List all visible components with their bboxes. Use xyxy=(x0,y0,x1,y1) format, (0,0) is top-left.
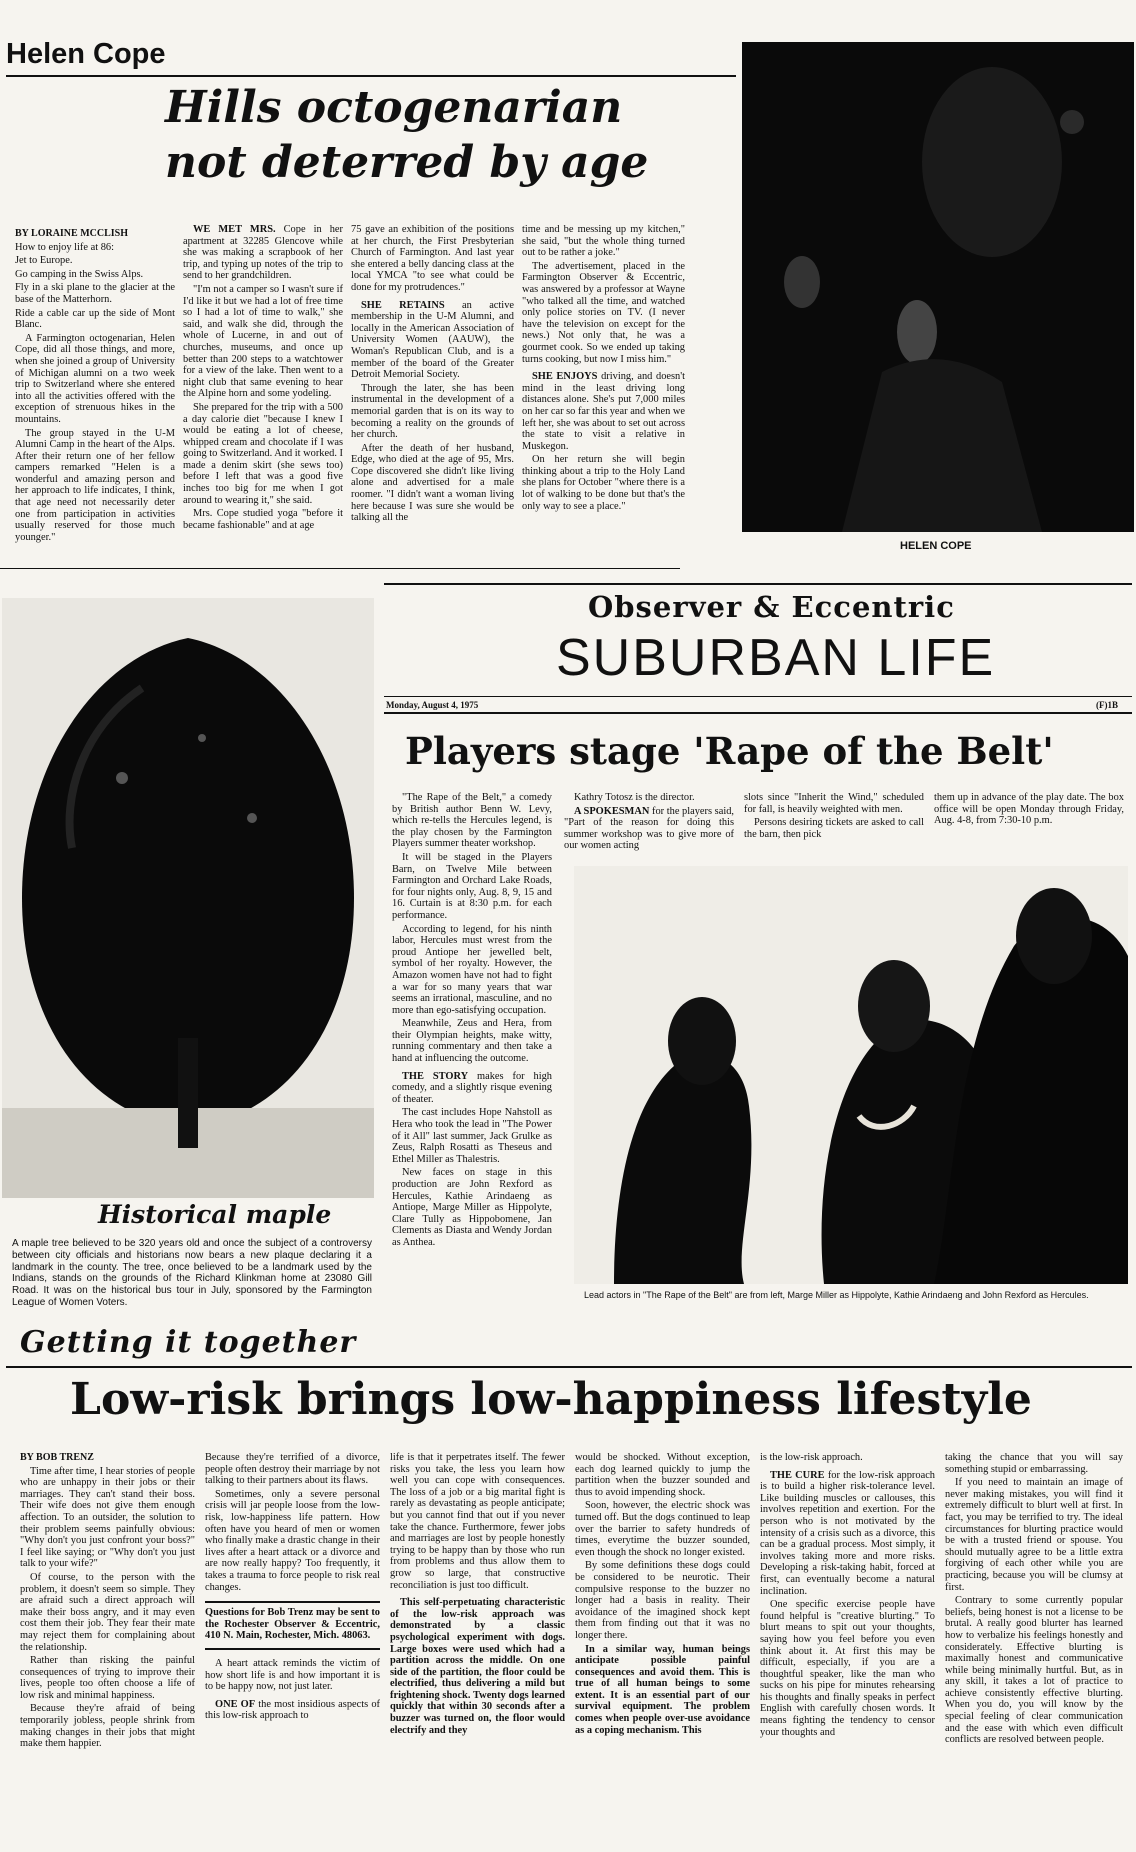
lowrisk-col-4 xyxy=(575,1452,750,1848)
tree-photo-icon xyxy=(2,598,374,1198)
lowrisk-col2-lead: ONE OF xyxy=(215,1698,256,1710)
lowrisk-col4-p: would be shocked. Without exception, each dog learned quickly to jump the partition when the buzzer sounded and thus to avoid impending shock. xyxy=(575,1452,750,1498)
helen-col2-text: Cope in her apartment at 32285 Glencove while she was making a scrapbook of her trip, and typing up notes of the trip to send to her grandchildren. xyxy=(183,224,343,282)
helen-col1-p: Go camping in the Swiss Alps. xyxy=(15,268,144,280)
players-photo-caption: Lead actors in "The Rape of the Belt" are from left, Marge Miller as Hippolyte, Kathie Arindaeng and John Rexford as Hercules. xyxy=(584,1290,1089,1300)
lowrisk-col2-p: Because they're terrified of a divorce, people often destroy their marriage by not talking to their partners about its flaws. xyxy=(205,1452,380,1487)
tree-photo xyxy=(2,598,374,1198)
lowrisk-col6-p: taking the chance that you will say something stupid or embarrassing. xyxy=(945,1452,1123,1475)
helen-col4-p: time and be messing up my kitchen," she said, "but the whole thing turned out to be rather a joke." xyxy=(522,224,685,259)
stage-photo xyxy=(574,866,1128,1284)
players-col1-p: According to legend, for his ninth labor, Hercules must wrest from the proud Antiope her jewelled belt, symbol of her royalty. However, the Amazon women have not had to fight a war for so many years that war seems an irrational, masculine, and no more than ego-satisfying occupation. xyxy=(392,923,552,1016)
players-col1-p: "The Rape of the Belt," a comedy by British author Benn W. Levy, which re-tells the Hercules legend, is the play chosen by the Farmington Players summer theater workshop. xyxy=(392,792,552,850)
portrait-photo-icon xyxy=(742,42,1134,532)
portrait-photo xyxy=(742,42,1134,532)
helen-col4-p: The advertisement, placed in the Farmington Observer & Eccentric, was answered by a professor at Wayne "who talked all the time, and watched only police stories on TV. (I never have the television on except for the news.) Not only that, he was a gourmet cook. So we ended up taking turns cooking, but now I miss him." xyxy=(522,260,685,365)
masthead-rule-top xyxy=(384,583,1132,585)
helen-col-2 xyxy=(183,224,343,568)
kicker-rule xyxy=(6,75,736,77)
helen-col2-p: She prepared for the trip with a 500 a day calorie diet "because I knew I would be eating a lot of cheese, whipped cream and chocolate if I was going to Switzerland. And it worked. I made a denim skirt (she sews too) before I left that was a good five inches too big for me when I got around to wearing it," she said. xyxy=(183,401,343,506)
helen-col1-p: Ride a cable car up the side of Mont Blanc. xyxy=(15,307,175,331)
players-col1-p: The cast includes Hope Nahstoll as Hera who took the lead in "The Power of it All" last summer, Jack Grulke as Zeus, Ralph Rosatti as Theseus and Ethel Miller as Thalestris. xyxy=(392,1107,552,1165)
helen-col3-p: 75 gave an exhibition of the positions at her church, the First Presbyterian Church of Farmington. And last year she entered a belly dancing class at the local YMCA "to see what could be done for my protrudences." xyxy=(351,224,514,293)
lowrisk-col4-p: In a similar way, human beings anticipate possible painful consequences and avoid them. This is true of all human beings to some extent. It is an essential part of our survival equipment. The problem comes when people over-use avoidance as a coping mechanism. This xyxy=(575,1643,750,1736)
helen-photo-caption: HELEN COPE xyxy=(900,540,972,552)
helen-kicker: Helen Cope xyxy=(6,38,166,70)
helen-byline: BY LORAINE MCCLISH xyxy=(15,228,128,239)
lowrisk-col5-p: is the low-risk approach. xyxy=(760,1452,863,1463)
lowrisk-col5-text: for the low-risk approach is to build a higher risk-tolerance level. Like building muscles or callouses, this involves repetition and exertion. For the person who is not motivated by the intensity of a crisis such as a divorce, this can be a gradual process. Most simply, it involves taking more and more risks. Developing a risk-taking habit, forced at first, can eventually become a natural inclination. xyxy=(760,1469,935,1597)
helen-col-4 xyxy=(522,224,685,568)
players-col1-p: New faces on stage in this production are John Rexford as Hercules, Kathie Arindaeng as Antiope, Marge Miller as Hippolyte, Clare Tully as Hippobomene, Jan Clements as Diasta and Wendy Jordan as Anthea. xyxy=(392,1167,552,1248)
lowrisk-col-6 xyxy=(945,1452,1123,1848)
helen-col3-text: an active membership in the U-M Alumni, and locally in the American Association of University Women (AAUW), the Woman's Republican Club, and is a member of the board of the Greater Detroit Memorial Society. xyxy=(351,299,514,381)
helen-col4-lead: SHE ENJOYS xyxy=(532,371,598,383)
players-col-4 xyxy=(934,792,1124,852)
helen-col-3 xyxy=(351,224,514,568)
maple-title: Historical maple xyxy=(98,1200,332,1229)
masthead-date: Monday, August 4, 1975 xyxy=(386,700,479,710)
players-col2-text: for the players said, "Part of the reason for doing this summer workshop was to give more of our women acting xyxy=(564,805,734,852)
lowrisk-col3-p: life is that it perpetrates itself. The fewer risks you take, the less you learn how well you can cope with consequences. The loss of a job or a big marital fight is rarely as devastating as people anticipate; but you cannot find that out if you never take the chance. Furthermore, fewer jobs and marriages are lost by people honestly trying to be happy than by those who run from problems and thus allow them to grow so large, that constructive reconciliation is just too difficult. xyxy=(390,1452,565,1591)
lowrisk-col5-p: One specific exercise people have found helpful is "creative blurting." To blurt means to spit out your thoughts, saying how you feel before you even think about it. At first this may be difficult, especially, if you are a thoughtful speaker, like the man who sucks on his pipe for minutes rehearsing his thoughts and finally speaks in perfect English with carefully chosen words. It means fighting the tendency to censor your thoughts and xyxy=(760,1599,935,1738)
maple-caption: A maple tree believed to be 320 years old and once the subject of a controversy between city officials and historians now bears a new plaque declaring it a landmark in the county. The tree, once believed to be a landmark used by the Indians, stands on the grounds of the Richard Klinkman home at 23080 Gill Road. It was on the historical bus tour in July, sponsored by the Farmington League of Women Voters. xyxy=(12,1238,372,1308)
lowrisk-col1-p: Because they're afraid of being temporarily jobless, people shrink from making changes in their jobs that might make them happier. xyxy=(20,1703,195,1750)
helen-col4-text: driving, and doesn't mind in the least driving long distances alone. She's put 7,000 miles on her car so far this year and when we left her, she was about to set out across the state to visit a relative in Muskegon. xyxy=(522,371,685,452)
helen-col2-lead: WE MET MRS. xyxy=(193,224,276,235)
helen-col3-p: Through the later, she has been instrumental in the development of a memorial garden that is on its way to becoming a reality on the grounds of her church. xyxy=(351,382,514,441)
players-col1-text: makes for high comedy, and a slightly risque evening of theater. xyxy=(392,1070,552,1105)
players-col3-p: slots since "Inherit the Wind," scheduled for fall, is heavily weighted with men. xyxy=(744,792,924,815)
lowrisk-col-1 xyxy=(20,1452,195,1848)
lowrisk-col1-p: Time after time, I hear stories of people who are unhappy in their jobs or their marriages. They can't stand their boss. Their wife does not give them enough affection. To an outsider, the solution to their problem seems painfully obvious: "Why don't you just confront your boss?" I feel like saying; or "Why don't you just talk to your wife?" xyxy=(20,1465,195,1570)
players-col-3 xyxy=(744,792,924,852)
helen-col-1 xyxy=(15,228,175,568)
masthead-page: (F)1B xyxy=(1096,700,1118,710)
lowrisk-headline: Low-risk brings low-happiness lifestyle xyxy=(70,1374,1032,1425)
players-col1-p: It will be staged in the Players Barn, on Twelve Mile between Farmington and Orchard Lake Roads, for four nights only, Aug. 8, 9, 15 and 16. Curtain is at 8:30 p.m. for each performance. xyxy=(392,851,552,921)
lowrisk-col3-p: This self-perpetuating characteristic of the low-risk approach was demonstrated by a classic psychological experiment with dogs. Large boxes were used which had a partition across the middle. On one side of the partition, the floor could be electrified, thus delivering a mild but frightening shock. Twenty dogs learned quickly that within 30 seconds after a buzzer was turned on, the floor would electrify and they xyxy=(390,1597,565,1736)
lowrisk-byline: BY BOB TRENZ xyxy=(20,1452,94,1463)
helen-col1-p: The group stayed in the U-M Alumni Camp in the heart of the Alps. After their return one of her fellow campers remarked "Helen is a wonderful and amazing person and her approach to life indicates, I think, that age need not necessarily deter one from participation in activities usually reserved for those much younger." xyxy=(15,427,175,543)
masthead-paper-name: Observer & Eccentric xyxy=(588,590,955,624)
lowrisk-col-2 xyxy=(205,1452,380,1848)
lowrisk-col5-lead: THE CURE xyxy=(770,1469,825,1481)
lowrisk-col4-p: By some definitions these dogs could be considered to be neurotic. Their compulsive response to the buzzer no longer had a basis in reality. Their avoidance of the imagined shock kept them from finding out that it was no longer there. xyxy=(575,1560,750,1641)
players-col-1 xyxy=(392,792,552,1292)
helen-col3-lead: SHE RETAINS xyxy=(361,299,445,311)
lowrisk-col1-p: Of course, to the person with the problem, it doesn't seem so simple. They are afraid such a direct approach will make their boss angry, and it may even cost them their job. They fear their mate may reject them for complaining about the relationship. xyxy=(20,1571,195,1653)
helen-col1-p: How to enjoy life at 86: xyxy=(15,241,114,253)
helen-headline-1: Hills octogenarian xyxy=(165,82,623,133)
helen-col1-p: A Farmington octogenarian, Helen Cope, did all those things, and more, when she joined a group of University of Michigan alumni on a two week trip to Switzerland where she entered into all the activities offered with the exception of strenuous hikes in the mountains. xyxy=(15,332,175,425)
players-col1-lead: THE STORY xyxy=(402,1070,469,1082)
players-col-2 xyxy=(564,792,734,852)
players-col3-p: Persons desiring tickets are asked to call the barn, then pick xyxy=(744,817,924,840)
lowrisk-col2-p: Sometimes, only a severe personal crisis will jar people loose from the low-risk, low-happiness life pattern. How often have you heard of men or women who finally make a drastic change in their lives after a heart attack or a divorce and are now really happy? Too frequently, it takes a trauma to force people to risk real changes. xyxy=(205,1488,380,1593)
masthead-rule-date xyxy=(384,712,1132,714)
helen-col1-p: Fly in a ski plane to the glacier at the base of the Matterhorn. xyxy=(15,282,175,305)
players-col1-p: Meanwhile, Zeus and Hera, from their Olympian heights, make witty, running commentary and then take a hand at influencing the outcome. xyxy=(392,1018,552,1065)
players-col2-p: Kathry Totosz is the director. xyxy=(574,792,695,803)
lowrisk-col6-p: If you need to maintain an image of never making mistakes, you will find it extremely difficult to blurt well at first. In fact, you may be terrified to try. The ideal circumstances for blurting practice would be with a trusted friend or spouse. You should mutually agree to be a little extra forgiving of each other while you are practicing, because you will be clumsy at first. xyxy=(945,1477,1123,1593)
masthead-section: SUBURBAN LIFE xyxy=(556,629,996,687)
masthead-rule-bottom xyxy=(384,696,1132,697)
lowrisk-col1-p: Rather than risking the painful consequences of trying to improve their lives, people too often choose a life of low risk and minimal happiness. xyxy=(20,1655,195,1701)
lowrisk-col-3 xyxy=(390,1452,565,1848)
section-rule xyxy=(0,568,680,569)
helen-col3-p: After the death of her husband, Edge, who died at the age of 95, Mrs. Cope discovered she didn't like living alone and advertised for a male roomer. "I didn't want a woman living here because I was sure she would be talking all the xyxy=(351,442,514,524)
players-col4-p: them up in advance of the play date. The box office will be open Monday through Friday, Aug. 4-8, from 7:30-10 p.m. xyxy=(934,792,1124,827)
stage-photo-icon xyxy=(574,866,1128,1284)
helen-col2-p: Mrs. Cope studied yoga "before it became fashionable" and at age xyxy=(183,508,343,531)
lowrisk-rule xyxy=(6,1366,1132,1368)
lowrisk-col2-text: the most insidious aspects of this low-risk approach to xyxy=(205,1698,380,1722)
helen-headline-2: not deterred by age xyxy=(165,137,649,188)
lowrisk-col6-p: Contrary to some currently popular beliefs, being honest is not a license to be brutal. A really good blurter has learned how to verbalize his feelings honestly and considerately. Effective blurting is maximally honest and communicative while being minimally hurtful. But, as in any skill, it takes a lot of practice to achieve consistently effective blurting. When you do, you will know by the special feeling of clear communication and the ease with which even difficult conflicts are resolved between people. xyxy=(945,1595,1123,1746)
helen-col4-p: On her return she will begin thinking about a trip to the Holy Land she plans for October "where there is a lot of walking to be done but that's the only way to see a place." xyxy=(522,454,685,512)
helen-col2-p: "I'm not a camper so I wasn't sure if I'd like it but we had a lot of free time so I had a lot of time to walk," she said, and walk she did, through the whole of Lucerne, in and out of churches, museums, and once up better than 200 steps to a watchtower for a view of the lake. Then went to a night club that same evening to hear the Alpine horn and some yodeling. xyxy=(183,283,343,400)
lowrisk-col-5 xyxy=(760,1452,935,1848)
players-col2-lead: A SPOKESMAN xyxy=(574,805,650,817)
lowrisk-col4-p: Soon, however, the electric shock was turned off. But the dogs continued to leap over the barrier to safety hundreds of times, everytime the buzzer sounded, even though the shock no longer existed. xyxy=(575,1500,750,1558)
players-headline: Players stage 'Rape of the Belt' xyxy=(405,729,1054,773)
questions-box-text: Questions for Bob Trenz may be sent to the Rochester Observer & Eccentric, 410 N. Main, Rochester, Mich. 48063. xyxy=(205,1607,380,1642)
questions-box xyxy=(205,1601,380,1650)
helen-col1-p: Jet to Europe. xyxy=(15,255,73,267)
lowrisk-col2-p: A heart attack reminds the victim of how short life is and how important it is to be happy now, not just later. xyxy=(205,1657,380,1693)
lowrisk-kicker: Getting it together xyxy=(20,1325,357,1360)
